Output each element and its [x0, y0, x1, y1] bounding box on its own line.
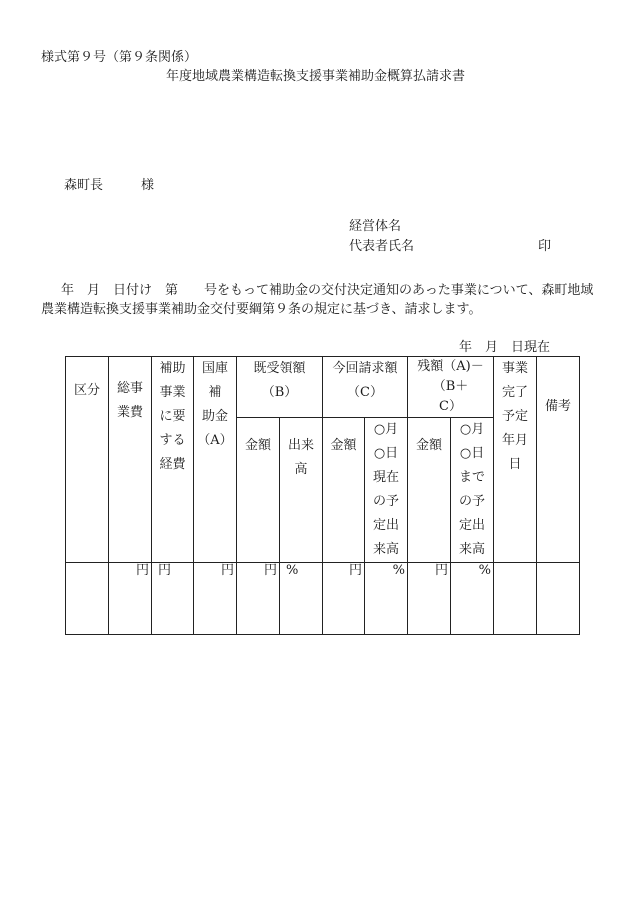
subheader-remaining-progress: ○月 ○日 まで の予 定出 来高 [451, 418, 494, 563]
addressee: 森町長 [64, 178, 104, 193]
cell-current-progress: % [365, 563, 408, 635]
header-national-subsidy: 国庫 補 助金 （A） [194, 357, 237, 563]
header-received: 既受領額 （B） [237, 357, 323, 418]
cell-kubun [66, 563, 109, 635]
cell-subsidy-cost: 円 [152, 563, 194, 635]
subheader-current-progress: ○月 ○日 現在 の予 定出 来高 [365, 418, 408, 563]
request-table [65, 356, 580, 635]
header-subsidy-cost: 補助 事業 に要 する 経費 [152, 357, 194, 563]
seal-mark: 印 [538, 239, 552, 254]
cell-total-cost: 円 [109, 563, 152, 635]
document-title: 年度地域農業構造転換支援事業補助金概算払請求書 [166, 69, 466, 84]
subheader-remaining-amount: 金額 [408, 418, 451, 563]
cell-received-amount: 円 [237, 563, 280, 635]
business-name-label: 経営体名 [349, 219, 402, 234]
representative-name-label: 代表者氏名 [349, 239, 415, 254]
subheader-received-amount: 金額 [237, 418, 280, 563]
cell-current-amount: 円 [323, 563, 365, 635]
cell-remaining-progress: % [451, 563, 494, 635]
cell-completion-date [494, 563, 537, 635]
header-current-request: 今回請求額 （C） [323, 357, 408, 418]
subheader-received-progress: 出来 高 [280, 418, 323, 563]
addressee-honorific: 様 [141, 178, 155, 193]
cell-remaining-amount: 円 [408, 563, 451, 635]
subheader-current-amount: 金額 [323, 418, 365, 563]
header-remarks: 備考 [537, 357, 580, 563]
cell-national-subsidy: 円 [194, 563, 237, 635]
as-of-date: 年 月 日現在 [459, 340, 551, 355]
request-body-text: 年 月 日付け 第 号をもって補助金の交付決定通知のあった事業について、森町地域農業構造転換支援事業補助金交付要綱第９条の規定に基づき、請求します。 [41, 283, 594, 317]
header-remaining: 残額（A)－ （B＋ C） [408, 357, 494, 418]
header-total-cost: 総事 業費 [109, 357, 152, 563]
header-kubun: 区分 [66, 357, 109, 563]
form-number: 様式第９号（第９条関係） [41, 50, 198, 65]
cell-received-progress: % [280, 563, 323, 635]
header-completion-date: 事業 完了 予定 年月 日 [494, 357, 537, 563]
cell-remarks [537, 563, 580, 635]
